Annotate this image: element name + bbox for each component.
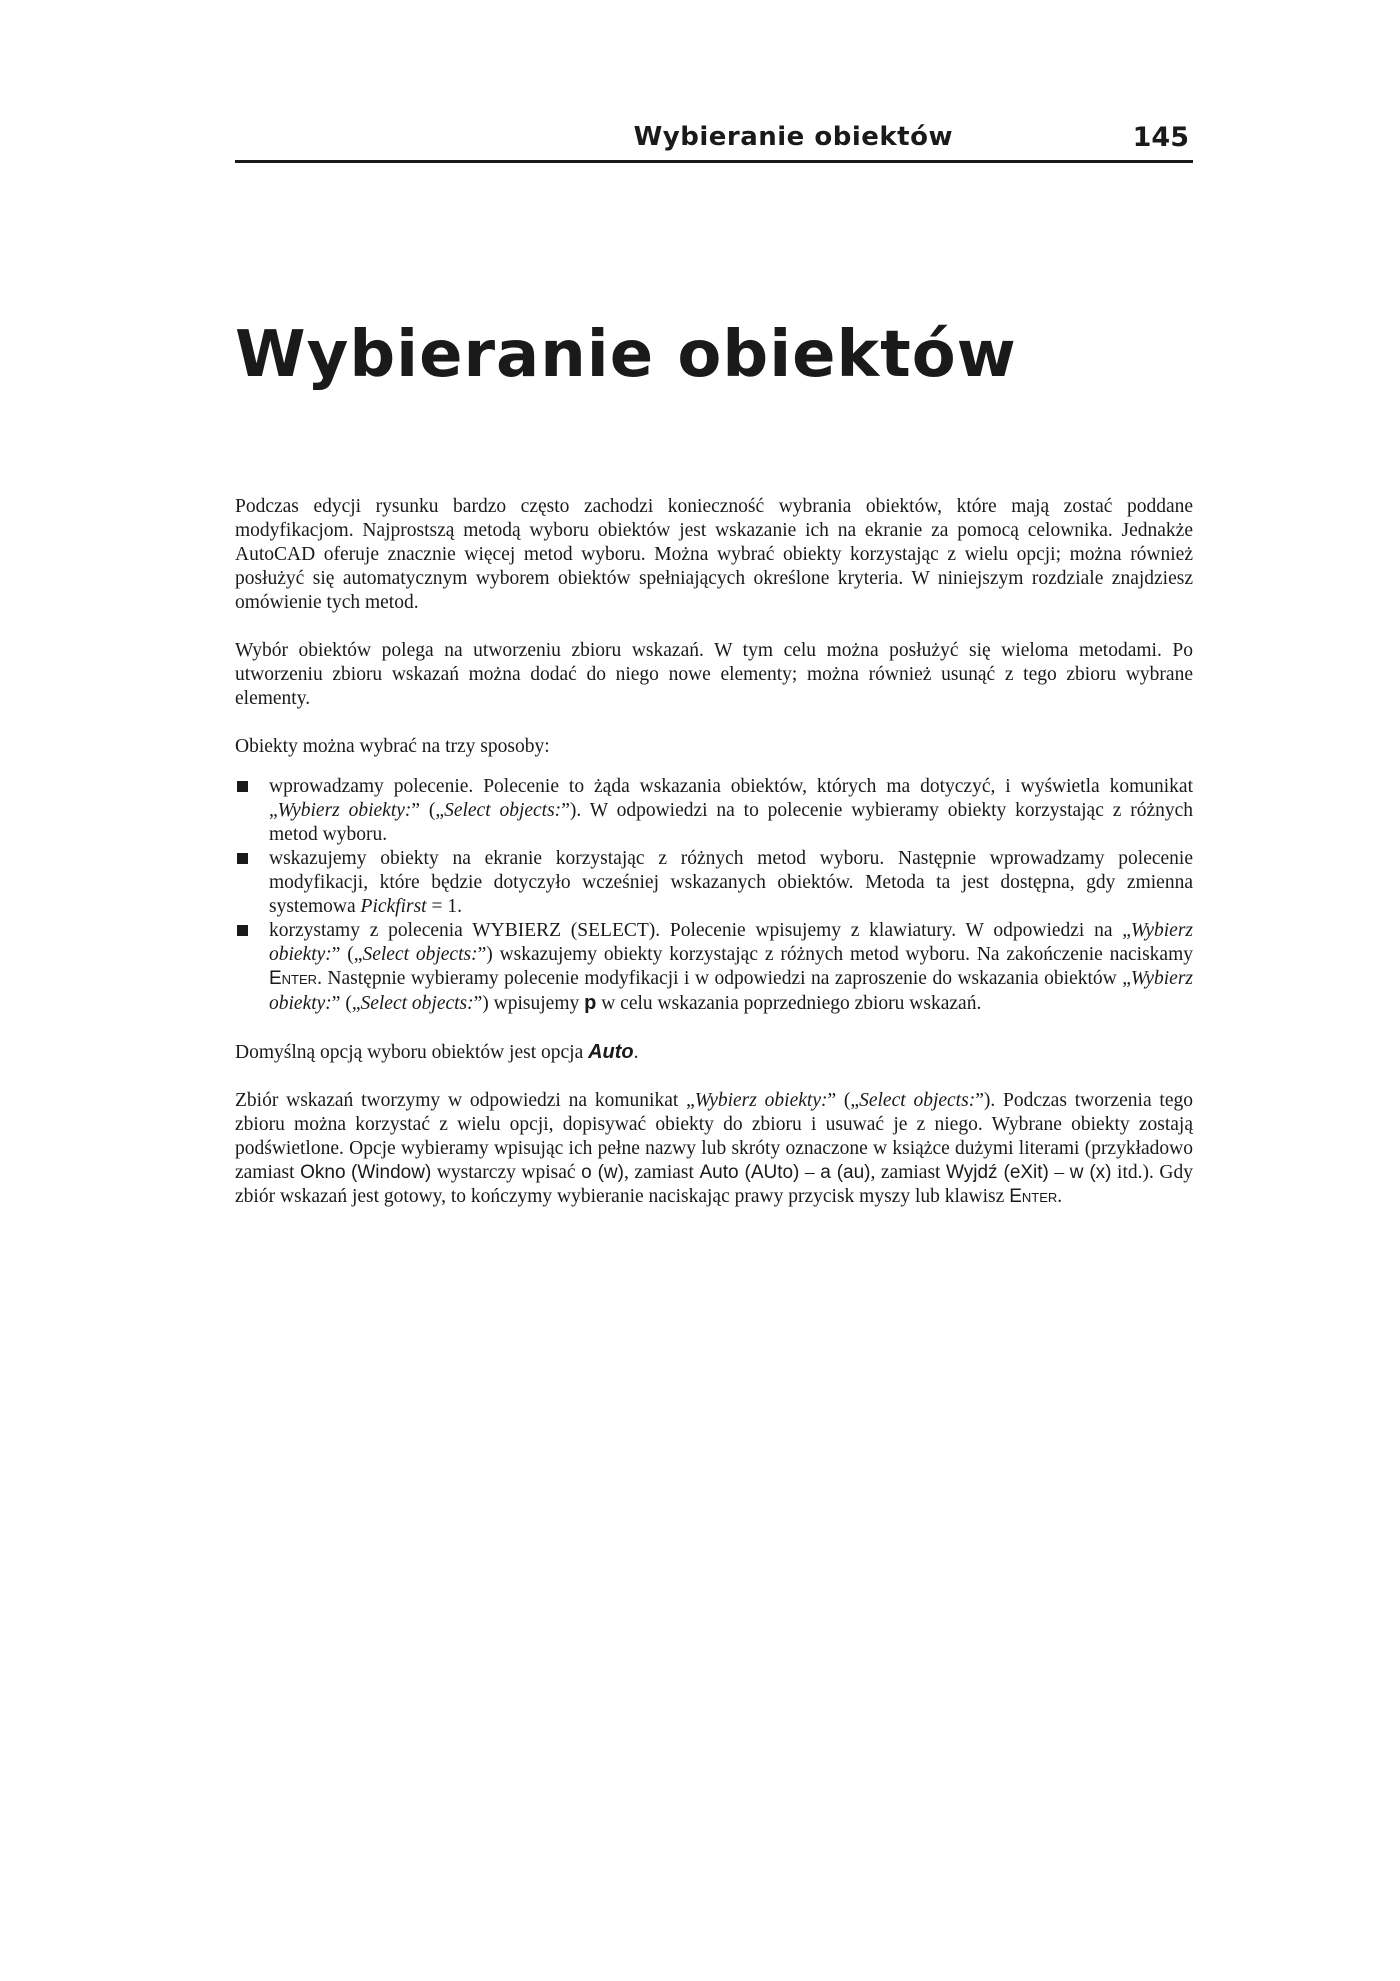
list-item-pick-first — [235, 847, 1193, 919]
prompt-text: Wybierz obiekty: — [694, 1090, 828, 1111]
list-item-text: ” („ — [331, 993, 361, 1014]
paragraph-text: – — [1048, 1162, 1070, 1183]
typed-input: o (w) — [581, 1162, 624, 1183]
list-item-text: ” („ — [331, 944, 363, 965]
paragraph-text: itd.). Gdy zbiór wskazań jest gotowy, to kończymy wybieranie naciskając prawy przycisk myszy lub klawisz — [235, 1162, 1193, 1207]
key-name: Enter — [1009, 1186, 1058, 1207]
chapter-title: Wybieranie obiektów — [235, 318, 1017, 392]
option-name: Okno — [300, 1162, 346, 1183]
paragraph-three-ways: Obiekty można wybrać na trzy sposoby: — [235, 736, 550, 757]
square-bullet-icon — [237, 853, 248, 864]
paragraph-default-option — [235, 1040, 1193, 1065]
prompt-text: Wybierz obiekty: — [277, 800, 412, 821]
option-name: Auto — [588, 1041, 634, 1063]
paragraph-options — [235, 1089, 1193, 1209]
paragraph-text: . — [633, 1042, 639, 1063]
list-item-text: w celu wskazania poprzedniego zbioru wskazań. — [596, 993, 982, 1014]
list-item-text: . Następnie wybieramy polecenie modyfikacji i w odpowiedzi na zaproszenie do wskazania obiektów „ — [317, 968, 1131, 989]
paragraph-text: , zamiast — [870, 1162, 946, 1183]
paragraph-intro: Podczas edycji rysunku bardzo często zachodzi konieczność wybrania obiektów, które mają zostać poddane modyfikacjom. Najprostszą metodą wyboru obiektów jest wskazanie ich na ekranie za pomocą celownika. Jednakże AutoCAD oferuje znacznie więcej metod wyboru. Można wybrać obiekty korzystając z wielu opcji; można również posłużyć się automatycznym wyborem obiektów spełniających określone kryteria. W niniejszym rozdziale znajdziesz omówienie tych metod. — [235, 496, 1193, 613]
list-item-text: ” („ — [411, 800, 445, 821]
paragraph-text: Zbiór wskazań tworzymy w odpowiedzi na komunikat „ — [235, 1090, 695, 1111]
paragraph-text: wystarczy wpisać — [431, 1162, 582, 1183]
paragraph-text: . — [1057, 1186, 1063, 1207]
prompt-text: Select objects: — [444, 800, 562, 821]
prompt-text: Select objects: — [362, 944, 478, 965]
running-title: Wybieranie obiektów — [633, 122, 953, 152]
prompt-text: Select objects: — [859, 1090, 976, 1111]
list-item-text: wprowadzamy polecenie. Polecenie to żąda wskazania obiektów, których ma dotyczyć, i wyświetla komunikat „ — [269, 776, 1193, 821]
prompt-text: Wybierz obiekty: — [269, 968, 1193, 1014]
variable-name: Pickfirst — [360, 896, 427, 917]
prompt-text: Select objects: — [360, 993, 474, 1014]
list-item-text: korzystamy z polecenia WYBIERZ (SELECT). Polecenie wpisujemy z klawiatury. W odpowiedzi na „ — [269, 920, 1131, 941]
paragraph-text: – — [799, 1162, 821, 1183]
paragraph-selection-set: Wybór obiektów polega na utworzeniu zbioru wskazań. W tym celu można posłużyć się wieloma metodami. Po utworzeniu zbioru wskazań można dodać do niego nowe elementy; można również usunąć z tego zbioru wybrane elementy. — [235, 640, 1193, 709]
option-name: (Window) — [351, 1162, 432, 1183]
list-item-text: = 1. — [426, 896, 462, 917]
key-name: Enter — [269, 968, 318, 989]
running-header — [235, 120, 1193, 163]
option-name: Wyjdź (eXit) — [946, 1162, 1049, 1183]
square-bullet-icon — [237, 781, 248, 792]
prompt-text: Wybierz obiekty: — [269, 920, 1193, 965]
typed-input: p — [584, 992, 597, 1014]
typed-input: a (au) — [820, 1162, 871, 1183]
option-name: Auto (AUto) — [699, 1162, 800, 1183]
list-item-text: ”) wskazujemy obiekty korzystając z różnych metod wyboru. Na zakończenie naciskamy — [477, 944, 1193, 965]
paragraph-text: ” („ — [827, 1090, 860, 1111]
typed-input: w (x) — [1069, 1162, 1112, 1183]
list-item-text: ”) wpisujemy — [473, 993, 585, 1014]
body-text — [235, 495, 1193, 1233]
selection-methods-list — [235, 775, 1193, 1016]
list-item-text: ”). W odpowiedzi na to polecenie wybieramy obiekty korzystając z różnych metod wyboru. — [269, 800, 1194, 845]
list-item-command-first — [235, 775, 1193, 847]
paragraph-text: ”). Podczas tworzenia tego zbioru można korzystać z wielu opcji, dopisywać obiekty do zbioru i usuwać je z niego. Wybrane obiekty zostają podświetlone. Opcje wybieramy wpisując ich pełne nazwy lub skróty oznaczone w książce dużymi literami (przykładowo zamiast — [235, 1090, 1193, 1183]
paragraph-text: , zamiast — [623, 1162, 700, 1183]
page-number: 145 — [1132, 122, 1189, 153]
paragraph-text: Domyślną opcją wyboru obiektów jest opcja — [235, 1042, 589, 1063]
list-item-text: wskazujemy obiekty na ekranie korzystając z różnych metod wyboru. Następnie wprowadzamy polecenie modyfikacji, które będzie dotyczyło wcześniej wskazanych obiektów. Metoda ta jest dostępna, gdy zmienna systemowa — [269, 848, 1193, 917]
square-bullet-icon — [237, 925, 248, 936]
list-item-select-command — [235, 919, 1193, 1016]
